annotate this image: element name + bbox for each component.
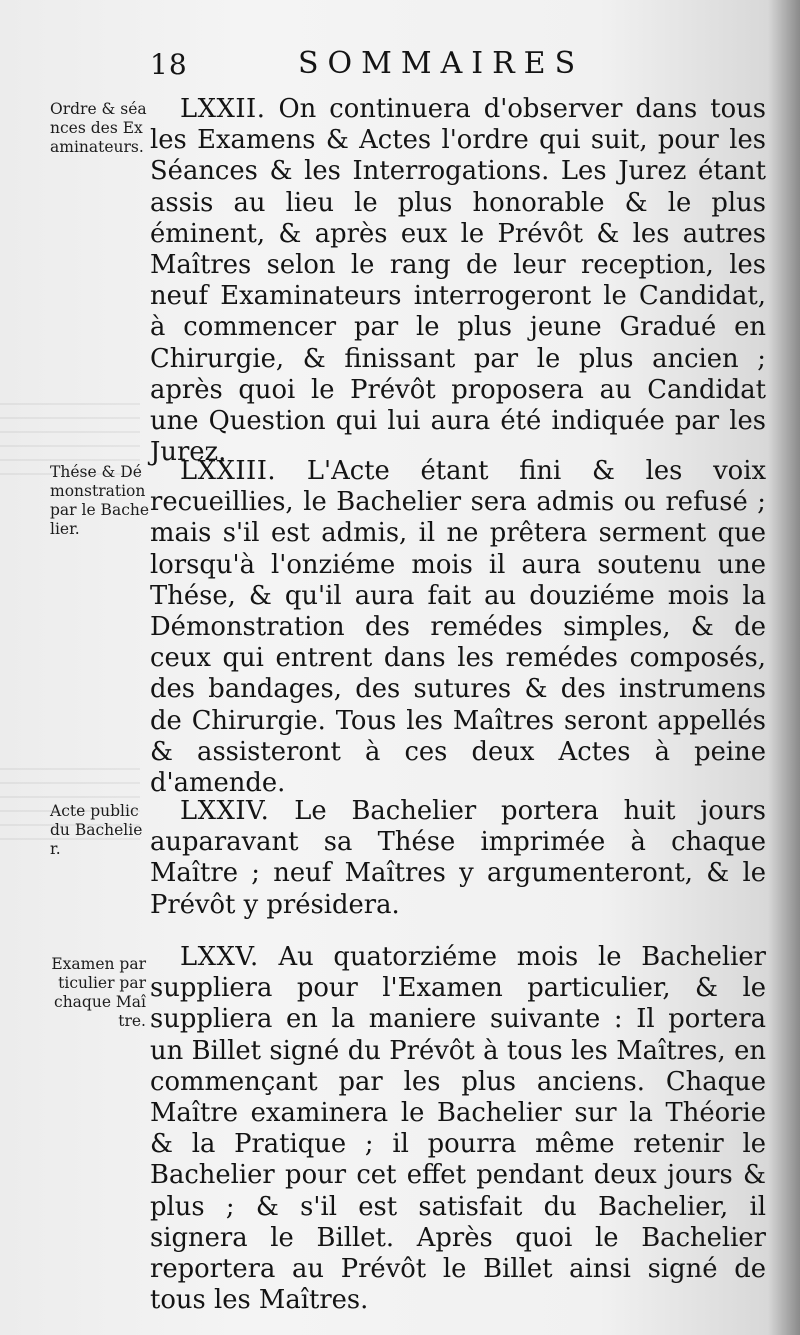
article-text [150, 94, 766, 468]
running-title: SOMMAIRES [298, 46, 585, 81]
page-header [0, 46, 800, 86]
article-body: On continuera d'observer dans tous les Examens & Actes l'ordre qui suit, pour les Séances & les Interrogations. Les Jurez étant assis au lieu le plus honorable & le plus éminent, & après eux le Prévôt & les autres Maîtres selon le rang de leur reception, les neuf Examinateurs interrogeront le Candidat, à commencer par le plus jeune Gradué en Chirurgie, & finissant par le plus ancien ; après quoi le Prévôt proposera au Candidat une Question qui lui aura été indiquée par les Jurez. [150, 94, 766, 468]
article-text [150, 796, 766, 921]
article-text [150, 456, 766, 799]
margin-note: Thése & Démonstration par le Bachelier. [50, 463, 150, 538]
article-body: L'Acte étant fini & les voix recueillies, le Bachelier sera admis ou refusé ; mais s'il est admis, il ne prêtera serment que lorsqu'à l'onziéme mois il aura soutenu une Thése, & qu'il aura fait au douziéme mois la Démonstration des remédes simples, & de ceux qui entrent dans les remédes composés, des bandages, des sutures & des instrumens de Chirurgie. Tous les Maîtres seront appellés & assisteront à ces deux Actes à peine d'amende. [150, 456, 767, 799]
margin-note: Examen particulier par chaque Maître. [51, 955, 146, 1030]
article-number: LXXIV. [180, 796, 270, 826]
page-number: 18 [150, 48, 188, 81]
article-text [150, 942, 766, 1316]
margin-note: Ordre & séances des Examinateurs. [50, 100, 147, 156]
article-body: Au quatorziéme mois le Bachelier suppliera pour l'Examen particulier, & le suppliera en la maniere suivante : Il portera un Billet signé du Prévôt à tous les Maîtres, en commençant par les plus anciens. Chaque Maître examinera le Bachelier sur la Théorie & la Pratique ; il pourra même retenir le Bachelier pour cet effet pendant deux jours & plus ; & s'il est satisfait du Bachelier, il signera le Billet. Après quoi le Bachelier reportera au Prévôt le Billet ainsi signé de tous les Maîtres. [150, 942, 766, 1316]
article-number: LXXIII. [180, 456, 277, 486]
article-body: Le Bachelier portera huit jours auparavant sa Thése imprimée à chaque Maître ; neuf Maîtres y argumenteront, & le Prévôt y présidera. [150, 796, 766, 920]
article-number: LXXV. [180, 942, 259, 972]
margin-note: Acte public du Bachelier. [50, 802, 143, 858]
article-number: LXXII. [180, 94, 266, 124]
